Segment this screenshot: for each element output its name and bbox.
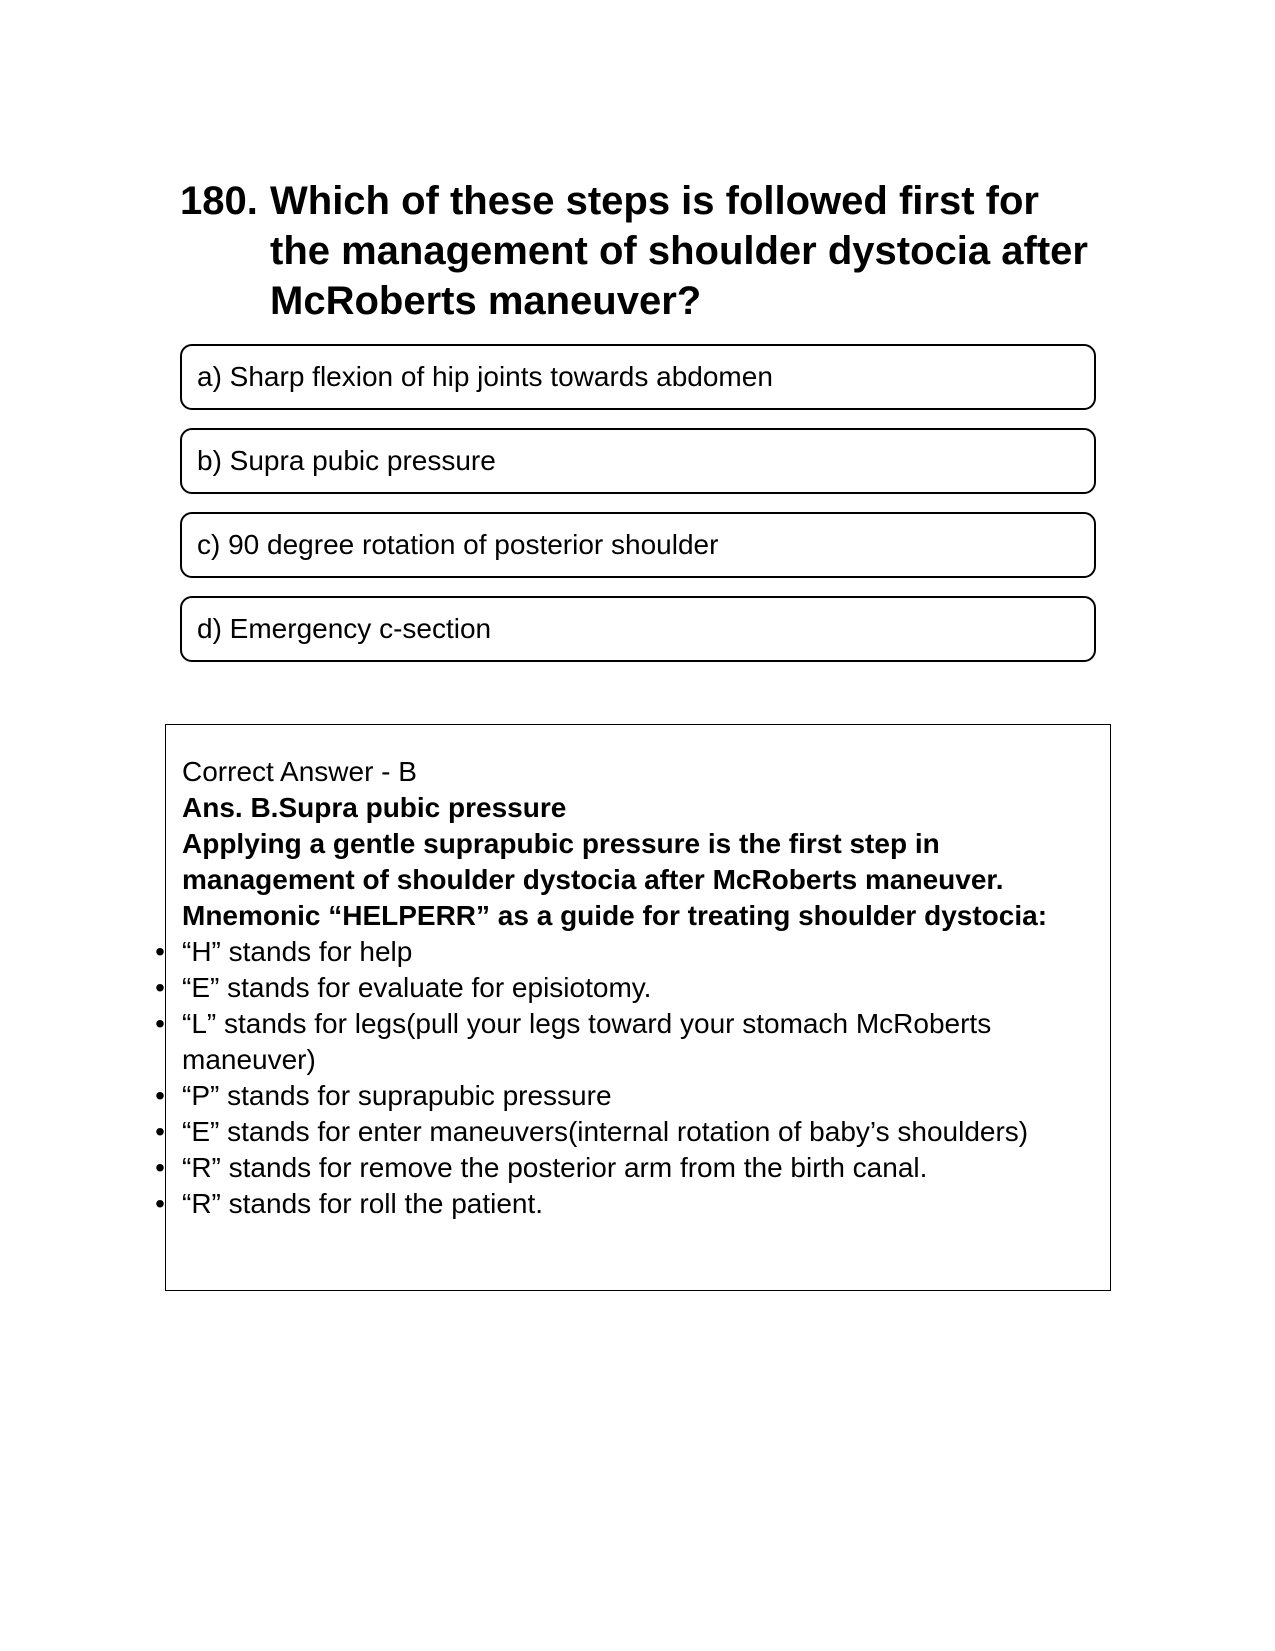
bullet-icon: • [155, 936, 165, 967]
bullet-icon: • [155, 1152, 165, 1183]
bullet-icon: • [155, 972, 165, 1003]
bullet-icon: • [155, 1116, 165, 1147]
list-item [155, 1114, 1102, 1150]
list-item-text: “H” stands for help [182, 936, 413, 967]
answer-content [155, 754, 1102, 1222]
bullet-icon: • [155, 1080, 165, 1111]
list-item-text: “P” stands for suprapubic pressure [182, 1080, 612, 1111]
question-heading [180, 176, 1100, 326]
bullet-icon: • [155, 1188, 165, 1219]
option-a[interactable]: a) Sharp flexion of hip joints towards abdomen [180, 344, 1096, 410]
question-number: 180. [180, 179, 258, 223]
question-text: Which of these steps is followed first for the management of shoulder dystocia after McRoberts maneuver? [270, 179, 1088, 323]
list-item-text: “R” stands for remove the posterior arm from the birth canal. [182, 1152, 928, 1183]
list-item [155, 1078, 1102, 1114]
helperr-list [155, 934, 1102, 1222]
list-item [155, 970, 1102, 1006]
option-c[interactable]: c) 90 degree rotation of posterior shoulder [180, 512, 1096, 578]
list-item-text: “E” stands for enter maneuvers(internal rotation of baby’s shoulders) [182, 1116, 1029, 1147]
list-item-text: “R” stands for roll the patient. [182, 1188, 544, 1219]
mnemonic-intro: Mnemonic “HELPERR” as a guide for treating shoulder dystocia: [182, 900, 1048, 931]
list-item-text: “L” stands for legs(pull your legs toward your stomach McRoberts maneuver) [182, 1008, 992, 1075]
option-b[interactable]: b) Supra pubic pressure [180, 428, 1096, 494]
list-item [155, 934, 1102, 970]
list-item [155, 1006, 1102, 1078]
list-item-text: “E” stands for evaluate for episiotomy. [182, 972, 652, 1003]
option-d[interactable]: d) Emergency c-section [180, 596, 1096, 662]
list-item [155, 1150, 1102, 1186]
answer-explanation: Applying a gentle suprapubic pressure is the first step in management of shoulder dystocia after McRoberts maneuver. [182, 828, 1004, 895]
list-item [155, 1186, 1102, 1222]
bullet-icon: • [155, 1008, 165, 1039]
correct-answer-line: Correct Answer - B [182, 756, 417, 787]
answer-heading: Ans. B.Supra pubic pressure [182, 792, 567, 823]
